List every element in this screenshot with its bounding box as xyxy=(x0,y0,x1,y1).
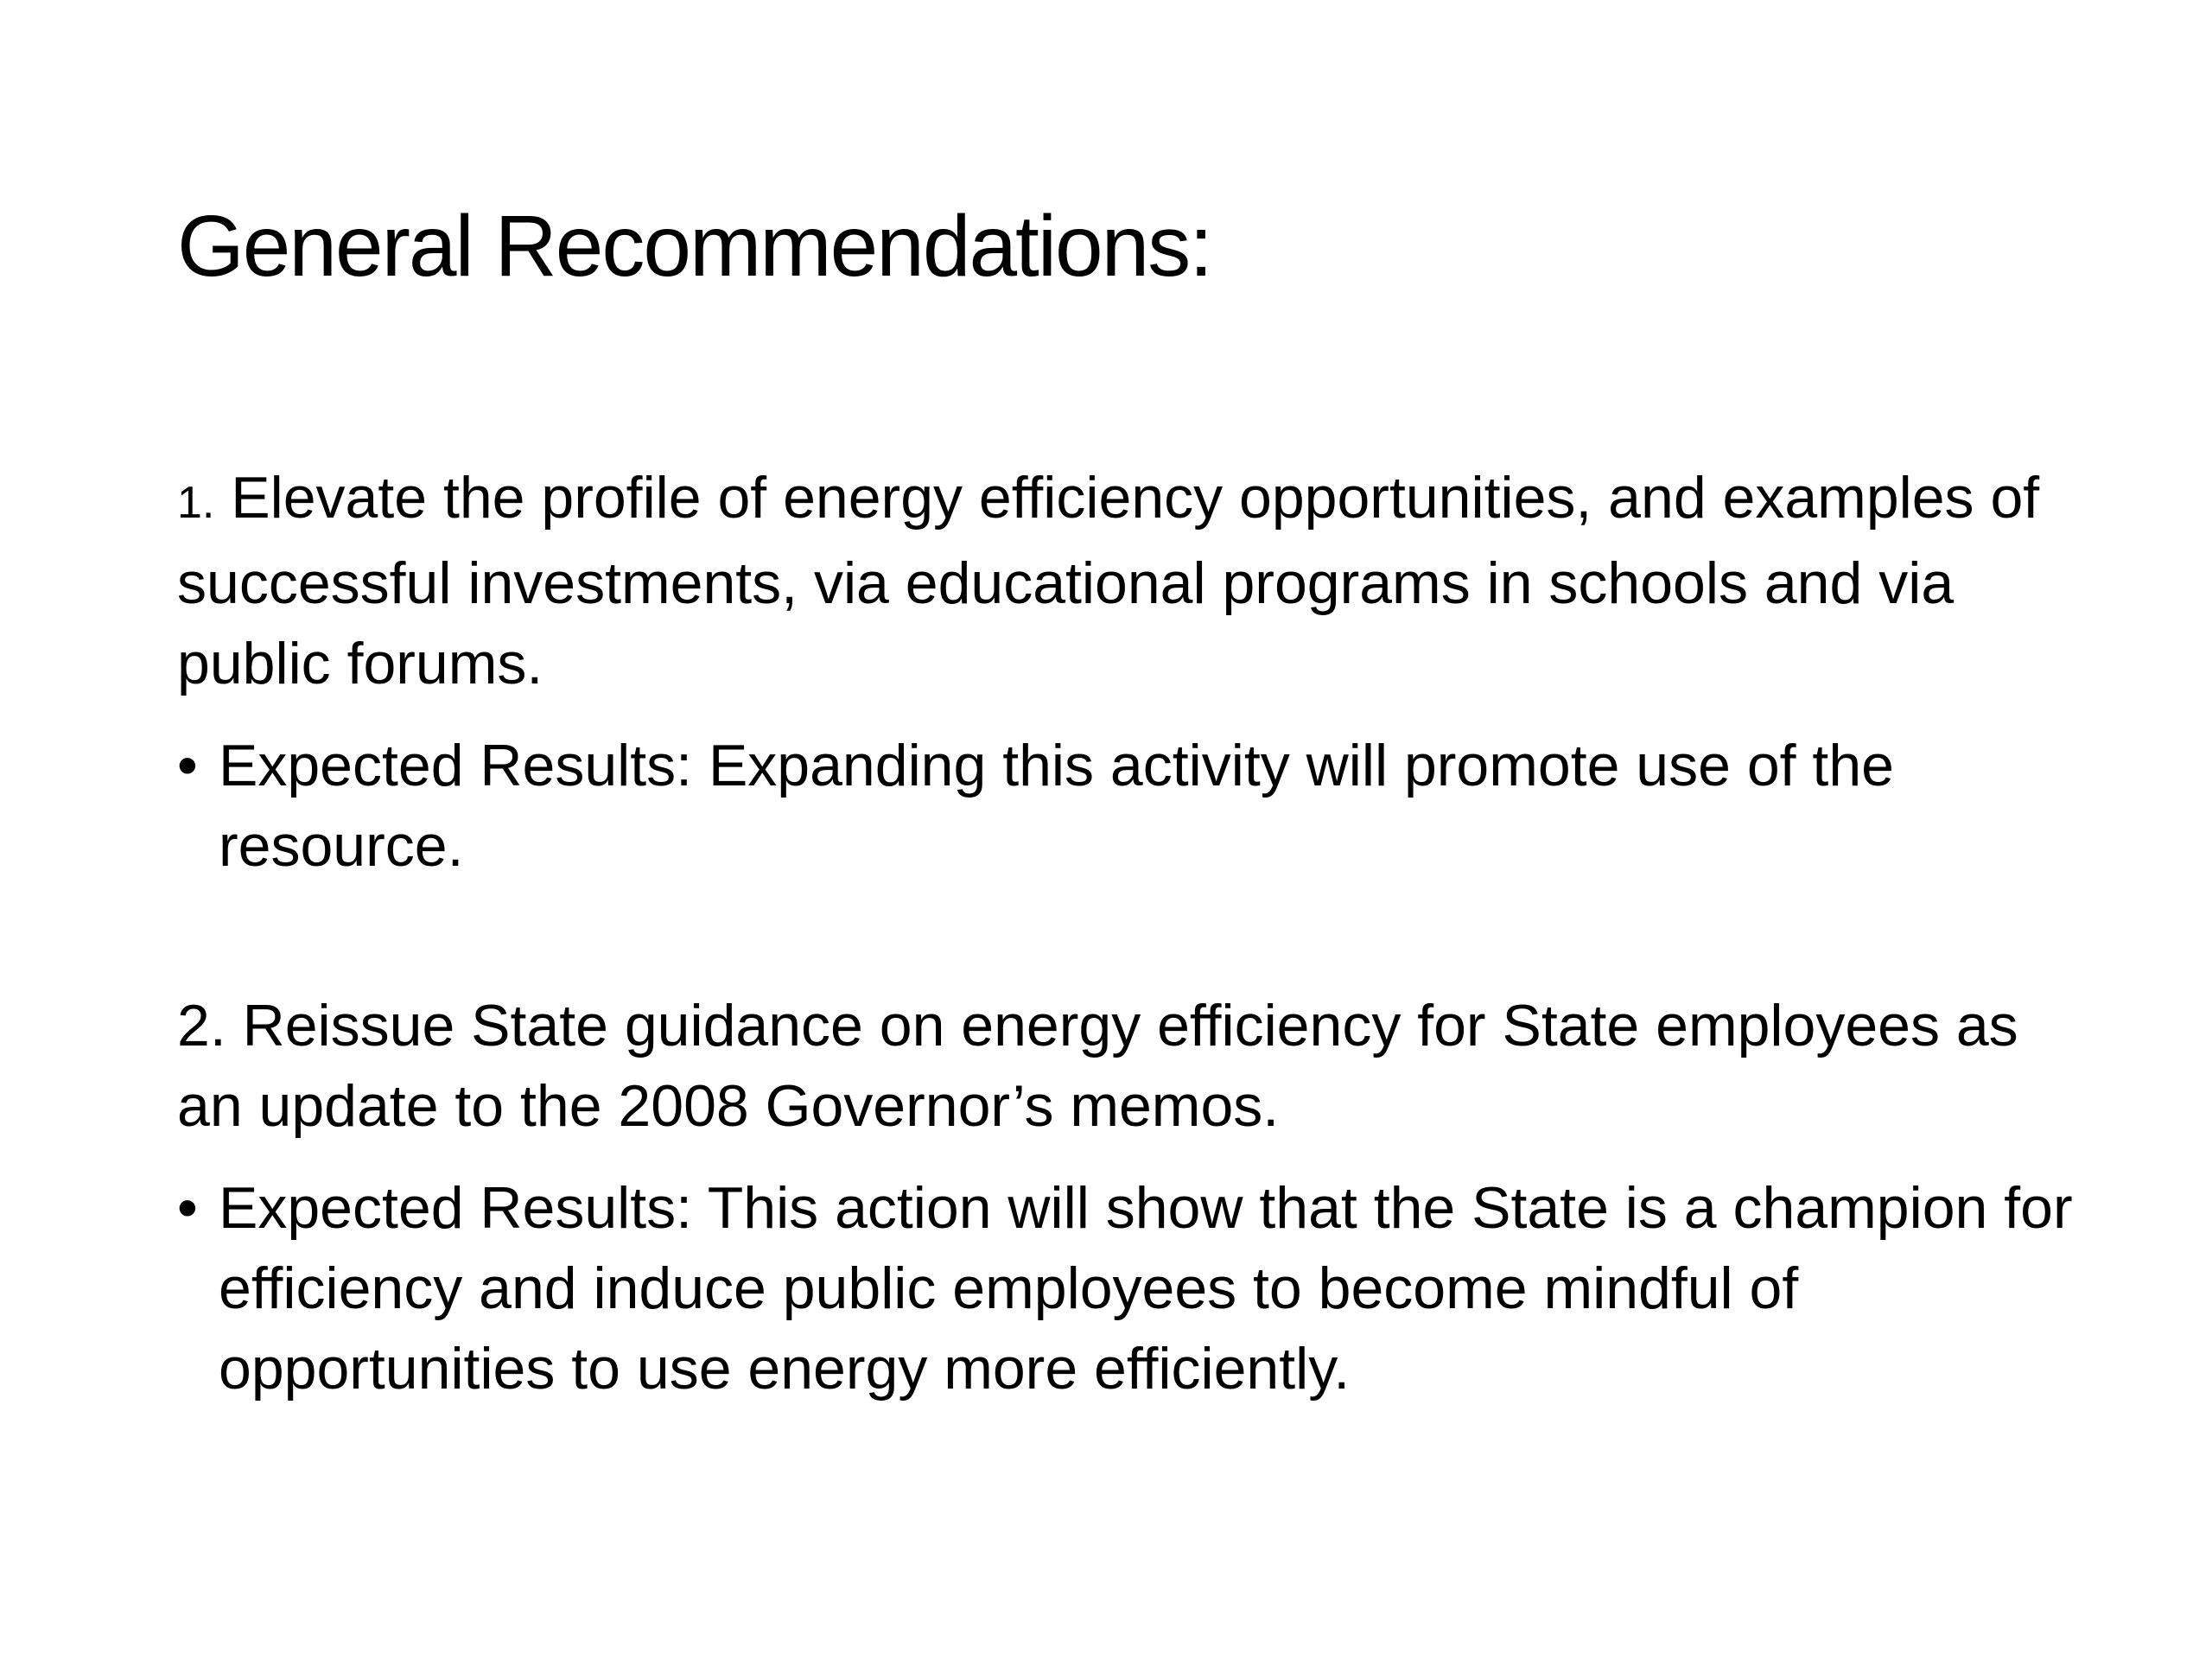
expected-results-2-text: Expected Results: This action will show that the State is a champion for efficiency and induce public employees to become mindful of opportunities to use energy more efficiently. xyxy=(219,1175,2073,1402)
recommendation-2-number: 2. xyxy=(177,993,226,1058)
recommendation-1-text: Elevate the profile of energy efficiency opportunities, and examples of successful investments, via educational programs in schools and via public forums. xyxy=(177,465,2040,696)
spacer xyxy=(177,887,2078,986)
bullet-1: • xyxy=(177,733,198,798)
bullet-2: • xyxy=(177,1175,198,1241)
expected-results-1-text: Expected Results: Expanding this activity will promote use of the resource. xyxy=(219,733,1894,879)
slide-title: General Recommendations: xyxy=(177,198,1212,295)
recommendation-1 xyxy=(177,458,2078,704)
expected-results-1 xyxy=(177,726,2078,887)
slide-body xyxy=(177,458,2078,1409)
recommendation-1-number: 1. xyxy=(177,478,215,528)
expected-results-2 xyxy=(177,1168,2078,1409)
recommendation-2 xyxy=(177,986,2078,1147)
recommendation-2-text: Reissue State guidance on energy efficiency for State employees as an update to the 2008 Governor’s memos. xyxy=(177,993,2018,1139)
